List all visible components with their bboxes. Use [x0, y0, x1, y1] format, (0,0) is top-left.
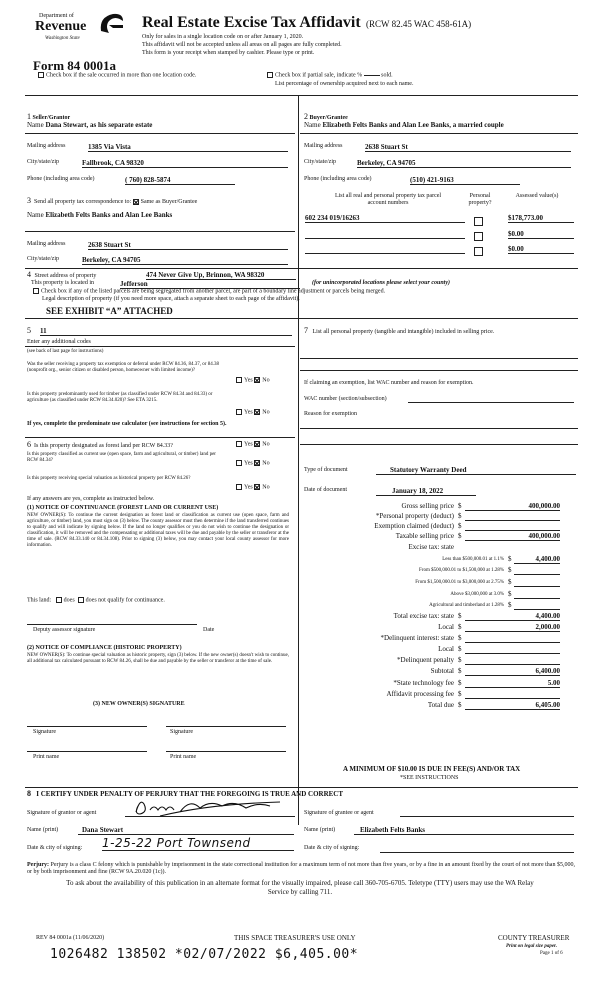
- see-exhibit: SEE EXHIBIT “A” ATTACHED: [46, 306, 173, 316]
- seller-city-label: City/state/zip: [27, 159, 59, 165]
- additional-codes-label: Enter any additional codes: [27, 339, 91, 345]
- tax-row: [318, 543, 562, 552]
- buyer-mailing-label: Mailing address: [304, 143, 343, 149]
- section5-code-row: 5: [27, 326, 31, 335]
- partial-sale-check[interactable]: [267, 72, 393, 79]
- seller-mailing: 1385 Via Vista: [88, 143, 288, 152]
- perjury-note: Perjury: Perjury is a class C felony which is punishable by imprisonment in the state correctional institution for a maximum term of not more than five years, or by a fine in an amount fixed by the court of not more than $5,000, or by both imprisonment and fine (RCW 9A.20.020 (1c)).: [27, 862, 575, 875]
- tax-dollar-sign: $: [508, 555, 512, 563]
- form-title: Real Estate Excise Tax Affidavit: [142, 14, 361, 31]
- q-timber: Is this property predominantly used for timber (as classified under RCW 84.34 and 84.33) or agriculture (as classified under RCW 84.34.020)? See ETA 3215.: [27, 392, 213, 403]
- rev-number: REV 84 0001a (11/06/2020): [36, 935, 105, 941]
- seller-phone: ( 760) 828-5874: [125, 176, 235, 185]
- located-in-note: (for unincorporated locations please select your county): [312, 280, 450, 286]
- dor-logo: [35, 11, 105, 51]
- tax-row-value: [465, 634, 560, 643]
- located-in-label: This property is located in: [31, 280, 94, 286]
- deputy-assessor-label: Deputy assessor signature: [33, 627, 96, 633]
- partial-sale-label: Check box if partial sale, indicate %: [275, 72, 363, 79]
- tax-row-label: Total due: [427, 701, 454, 709]
- grantor-date-label: Date & city of signing:: [27, 845, 83, 851]
- grantor-name-label: Name (print): [27, 827, 59, 833]
- location-code: 11: [40, 327, 292, 336]
- legal-description-label: Legal description of property (if you need more space, attach a separate sheet to each page of the affidavit).: [42, 296, 300, 302]
- personal-property-col-header: Personal property?: [468, 193, 492, 206]
- tax-dollar-sign: $: [458, 667, 462, 675]
- tax-row: [318, 623, 562, 632]
- assessed-value-1: $178,773.00: [508, 214, 574, 223]
- tax-dollar-sign: $: [508, 566, 512, 574]
- buyer-name-row: Name Elizabeth Felts Banks and Alan Lee Banks, a married couple: [304, 121, 504, 129]
- tax-row: [318, 578, 562, 587]
- notice-continuance-title: (1) NOTICE OF CONTINUANCE (FOREST LAND OR CURRENT USE): [27, 505, 219, 511]
- new-owner-signature-title: (3) NEW OWNER(S) SIGNATURE: [93, 701, 185, 707]
- tax-row-value: [465, 522, 560, 531]
- grantor-name: Dana Stewart: [78, 826, 294, 835]
- grantee-name-label: Name (print): [304, 827, 336, 833]
- seller-section-header: 1 Seller/Grantor: [27, 112, 71, 121]
- correspondence-city: Berkeley, CA 94705: [82, 256, 288, 265]
- minimum-note: A MINIMUM OF $10.00 IS DUE IN FEE(S) AND/OR TAX: [343, 765, 521, 773]
- doc-date: January 18, 2022: [376, 487, 476, 496]
- property-address: 474 Never Give Up, Brinnon, WA 98320: [146, 271, 296, 280]
- tax-row-value: [514, 566, 560, 575]
- tax-row-value: 6,400.00: [465, 667, 560, 676]
- tax-row-value: 400,000.00: [465, 532, 560, 541]
- tax-row-label: Local: [438, 645, 454, 653]
- q-forest: 6 Is this property designated as forest land per RCW 84.33?: [27, 440, 173, 449]
- see-back-note: (see back of last page for instructions): [27, 349, 104, 354]
- parcel-number-2: [305, 230, 465, 239]
- tax-row-value: [514, 601, 560, 610]
- tax-row-label: From $500,000.01 to $1,500,000 at 1.28%: [419, 568, 504, 573]
- tax-row-label: *Personal property (deduct): [375, 512, 454, 520]
- tax-row-value: [465, 690, 560, 699]
- tax-row-label: Total excise tax: state: [393, 612, 454, 620]
- assessed-value-col-header: Assessed value(s): [515, 193, 559, 199]
- see-instructions-note: *SEE INSTRUCTIONS: [400, 775, 459, 781]
- tax-row: [318, 656, 562, 665]
- correspondence-mailing: 2638 Stuart St: [88, 241, 288, 250]
- q-forest-answer[interactable]: Yes No: [236, 441, 270, 448]
- grantor-sig-label: Signature of grantor or agent: [27, 810, 97, 816]
- dept-line1: Department of: [39, 13, 74, 19]
- buyer-mailing: 2638 Stuart St: [365, 143, 571, 152]
- tax-dollar-sign: $: [458, 679, 462, 687]
- tax-row-label: Taxable selling price: [395, 532, 454, 540]
- owner-signature-label-1: Signature: [33, 729, 56, 735]
- q-historic: Is this property receiving special valuation as historical property per RCW 84.26?: [27, 476, 191, 481]
- same-as-buyer-checkbox[interactable]: [133, 199, 139, 205]
- print-legal-note: Print on legal size paper.: [506, 944, 557, 949]
- buyer-phone-label: Phone (including area code): [304, 176, 372, 182]
- tax-dollar-sign: $: [458, 532, 462, 540]
- if-yes-note: If any answers are yes, complete as instructed below.: [27, 496, 155, 502]
- tax-dollar-sign: $: [458, 645, 462, 653]
- buyer-name: Elizabeth Felts Banks and Alan Lee Banks, a married couple: [322, 121, 504, 129]
- tax-row-value: [465, 656, 560, 665]
- tax-row-label: Gross selling price: [401, 502, 454, 510]
- tax-dollar-sign: $: [458, 502, 462, 510]
- seller-name: Dana Stewart, as his separate estate: [45, 121, 153, 129]
- correspondence-row: 3 Send all property tax correspondence to: Same as Buyer/Grantee: [27, 196, 198, 205]
- grantee-date-label: Date & city of signing:: [304, 845, 360, 851]
- q-current-use-answer[interactable]: Yes No: [236, 460, 270, 467]
- tax-row-label: *Delinquent penalty: [397, 656, 454, 664]
- does-not-qualify-checkbox[interactable]: [78, 597, 84, 603]
- tax-row-value: 2,000.00: [465, 623, 560, 632]
- tax-dollar-sign: $: [508, 590, 512, 598]
- notice-compliance-title: (2) NOTICE OF COMPLIANCE (HISTORIC PROPERTY): [27, 645, 182, 651]
- parcel-number-3: [305, 245, 465, 254]
- multi-location-check[interactable]: [38, 72, 196, 79]
- tax-dollar-sign: $: [458, 634, 462, 642]
- dept-line3: Washington State: [45, 36, 80, 41]
- tax-row: [318, 634, 562, 643]
- tax-dollar-sign: $: [458, 522, 462, 530]
- multi-location-checkbox[interactable]: [38, 72, 44, 78]
- tax-dollar-sign: $: [458, 512, 462, 520]
- doc-type-label: Type of document: [304, 467, 348, 473]
- tax-dollar-sign: $: [458, 656, 462, 664]
- deputy-date-label: Date: [203, 627, 215, 633]
- tax-row: [318, 532, 562, 541]
- tax-row: [318, 601, 562, 610]
- tax-row-value: 4,400.00: [514, 555, 560, 564]
- does-qualify-checkbox[interactable]: [56, 597, 62, 603]
- tax-row: [318, 701, 562, 710]
- owner-print-name-1: Print name: [33, 754, 60, 760]
- tax-row: [318, 522, 562, 531]
- tax-row: [318, 667, 562, 676]
- grantor-signature: [130, 796, 290, 820]
- q-exemption: Was the seller receiving a property tax exemption or deferral under RCW 84.36, 84.37, or 84.38 (nonprofit org., senior citizen or disabled person, homeowner with limited income)?: [27, 362, 219, 373]
- header-note3: This form is your receipt when stamped by cashier. Please type or print.: [142, 50, 315, 56]
- q-historic-answer[interactable]: Yes No: [236, 484, 270, 491]
- tax-row-label: Above $3,000,000 at 3.0%: [450, 592, 504, 597]
- header-note2: This affidavit will not be accepted unless all areas on all pages are fully completed.: [142, 42, 342, 48]
- assessed-value-2: $0.00: [508, 230, 574, 239]
- tax-row-value: [514, 578, 560, 587]
- tax-row-value: [514, 590, 560, 599]
- notice-continuance-body: NEW OWNER(S): To continue the current designation as forest land or classification as current use (open space, farm and agriculture, or timber) land, you must sign on (3) below. The county assessor must then determine if the land transferred continues to qualify and will indicate by signing below. If the land no longer qualifies or you do not wish to continue the designation or classification, it will be removed and the compensating or additional taxes will be due and payable by the seller or transferor at the time of sale. (RCW 84.33.140 or 84.34.108). Prior to signing (3) below, you may contact your local county assessor for more information.: [27, 513, 289, 548]
- tax-dollar-sign: $: [458, 690, 462, 698]
- buyer-city: Berkeley, CA 94705: [357, 159, 571, 168]
- seller-city: Fallbrook, CA 98320: [82, 159, 288, 168]
- form-number: Form 84 0001a: [33, 58, 117, 73]
- certify-row: 8 I CERTIFY UNDER PENALTY OF PERJURY THAT THE FOREGOING IS TRUE AND CORRECT: [27, 789, 344, 798]
- form-title-ref: (RCW 82.45 WAC 458-61A): [366, 19, 472, 29]
- reason-exemption-label: Reason for exemption: [304, 411, 357, 417]
- tax-row-value: 6,405.00: [465, 701, 560, 710]
- tax-row: [318, 566, 562, 575]
- seller-mailing-label: Mailing address: [27, 143, 66, 149]
- tax-row-value: [465, 645, 560, 654]
- list-percentage-note: List percentage of ownership acquired next to each name.: [275, 81, 414, 87]
- wac-number-label: WAC number (section/subsection): [304, 396, 387, 402]
- tax-dollar-sign: $: [458, 623, 462, 631]
- tax-row-label: From $1,500,000.01 to $3,000,000 at 2.75%: [415, 580, 504, 585]
- doc-type: Statutory Warranty Deed: [376, 466, 576, 475]
- this-land-row: This land: does does not qualify for continuance.: [27, 597, 165, 604]
- correspondence-mailing-label: Mailing address: [27, 241, 66, 247]
- treasurer-stamp: 1026482 138502 *02/07/2022 $6,405.00*: [50, 947, 359, 962]
- correspondence-name: Elizabeth Felts Banks and Alan Lee Banks: [45, 211, 173, 219]
- tax-row-value: 5.00: [465, 679, 560, 688]
- correspondence-city-label: City/state/zip: [27, 256, 59, 262]
- segregated-label: Check box if any of the listed parcels are being segregated from another parcel, are part of a boundary line adjustment or parcels being merged.: [41, 288, 386, 295]
- seller-name-row: Name Dana Stewart, as his separate estate: [27, 121, 153, 129]
- tax-row: [318, 590, 562, 599]
- parcel-number-1: 602 234 019/16263: [305, 214, 465, 223]
- tax-row: [318, 690, 562, 699]
- tax-dollar-sign: $: [458, 612, 462, 620]
- seller-phone-label: Phone (including area code): [27, 176, 95, 182]
- partial-sale-checkbox[interactable]: [267, 72, 273, 78]
- treasurer-use-only: THIS SPACE TREASURER'S USE ONLY: [234, 934, 356, 942]
- doc-date-label: Date of document: [304, 487, 347, 493]
- exemption-label: If claiming an exemption, list WAC number and reason for exemption.: [304, 380, 474, 386]
- personal-property-list-label: 7 List all personal property (tangible and intangible) included in selling price.: [304, 326, 495, 335]
- buyer-phone: (510) 421-9163: [410, 176, 520, 185]
- tax-row-label: Excise tax: state: [408, 543, 454, 551]
- tax-row-label: Less than $500,000.01 at 1.1%: [442, 557, 504, 562]
- notice-compliance-body: NEW OWNER(S): To continue special valuation as historic property, sign (3) below. If the new owner(s) doesn't wish to continue, all additional tax calculated pursuant to RCW 84.26, shall be due and payable by the seller or transferor at the time of sale.: [27, 653, 289, 664]
- tax-row: [318, 555, 562, 564]
- header-note1: Only for sales in a single location code on or after January 1, 2020.: [142, 34, 304, 40]
- buyer-city-label: City/state/zip: [304, 159, 336, 165]
- q-current-use: Is this property classified as current use (open space, farm and agricultural, or timber) land per RCW 84.34?: [27, 452, 216, 463]
- located-in-county: Jefferson: [120, 280, 300, 289]
- tax-row: [318, 502, 562, 511]
- correspondence-name-row: Name Elizabeth Felts Banks and Alan Lee Banks: [27, 211, 173, 219]
- grantee-name: Elizabeth Felts Banks: [354, 826, 574, 835]
- tax-row-label: Agricultural and timberland at 1.28%: [429, 603, 504, 608]
- tax-row: [318, 679, 562, 688]
- tax-row-value: 4,400.00: [465, 612, 560, 621]
- dept-line2: Revenue: [35, 19, 87, 34]
- tax-row-label: Local: [438, 623, 454, 631]
- segregated-checkbox[interactable]: [33, 288, 39, 294]
- tax-row-label: *State technology fee: [393, 679, 454, 687]
- tax-row-label: Subtotal: [430, 667, 454, 675]
- property-address-row: 4 Street address of property: [27, 270, 97, 279]
- sold-label: sold.: [381, 72, 393, 79]
- county-treasurer: COUNTY TREASURER: [498, 934, 570, 942]
- tax-row-label: Affidavit processing fee: [386, 690, 454, 698]
- tax-dollar-sign: $: [508, 601, 512, 609]
- tax-row: [318, 512, 562, 521]
- segregated-check[interactable]: [33, 288, 385, 295]
- page-number: Page 1 of 6: [540, 951, 563, 956]
- tax-row-value: [465, 512, 560, 521]
- owner-signature-label-2: Signature: [170, 729, 193, 735]
- q-timber-answer[interactable]: Yes No: [236, 409, 270, 416]
- tax-row-label: Exemption claimed (deduct): [374, 522, 454, 530]
- tax-dollar-sign: $: [508, 578, 512, 586]
- tax-row: [318, 612, 562, 621]
- q-exemption-answer[interactable]: Yes No: [236, 377, 270, 384]
- assessed-value-3: $0.00: [508, 245, 574, 254]
- buyer-section-header: 2 Buyer/Grantee: [304, 112, 348, 121]
- predominate-use-note: If yes, complete the predominate use calculator (see instructions for section 5).: [27, 421, 227, 427]
- grantee-sig-label: Signature of grantee or agent: [304, 810, 374, 816]
- tax-row-value: 400,000.00: [465, 502, 560, 511]
- owner-print-name-2: Print name: [170, 754, 197, 760]
- personal-property-checkbox-3[interactable]: [474, 243, 483, 261]
- tax-dollar-sign: $: [458, 701, 462, 709]
- availability-note: To ask about the availability of this publication in an alternate format for the visually impaired, please call 360-705-6705. Teletype (TTY) users may use the WA Relay Service by calling 711.: [66, 879, 534, 896]
- dor-emblem-icon: [97, 11, 125, 37]
- tax-row-label: *Delinquent interest: state: [380, 634, 454, 642]
- grantor-date-city: 1-25-22 Port Townsend: [102, 836, 294, 851]
- parcel-col-header: List all real and personal property tax parcel account numbers: [334, 193, 442, 206]
- tax-row: [318, 645, 562, 654]
- multi-location-label: Check box if the sale occurred in more than one location code.: [46, 72, 197, 79]
